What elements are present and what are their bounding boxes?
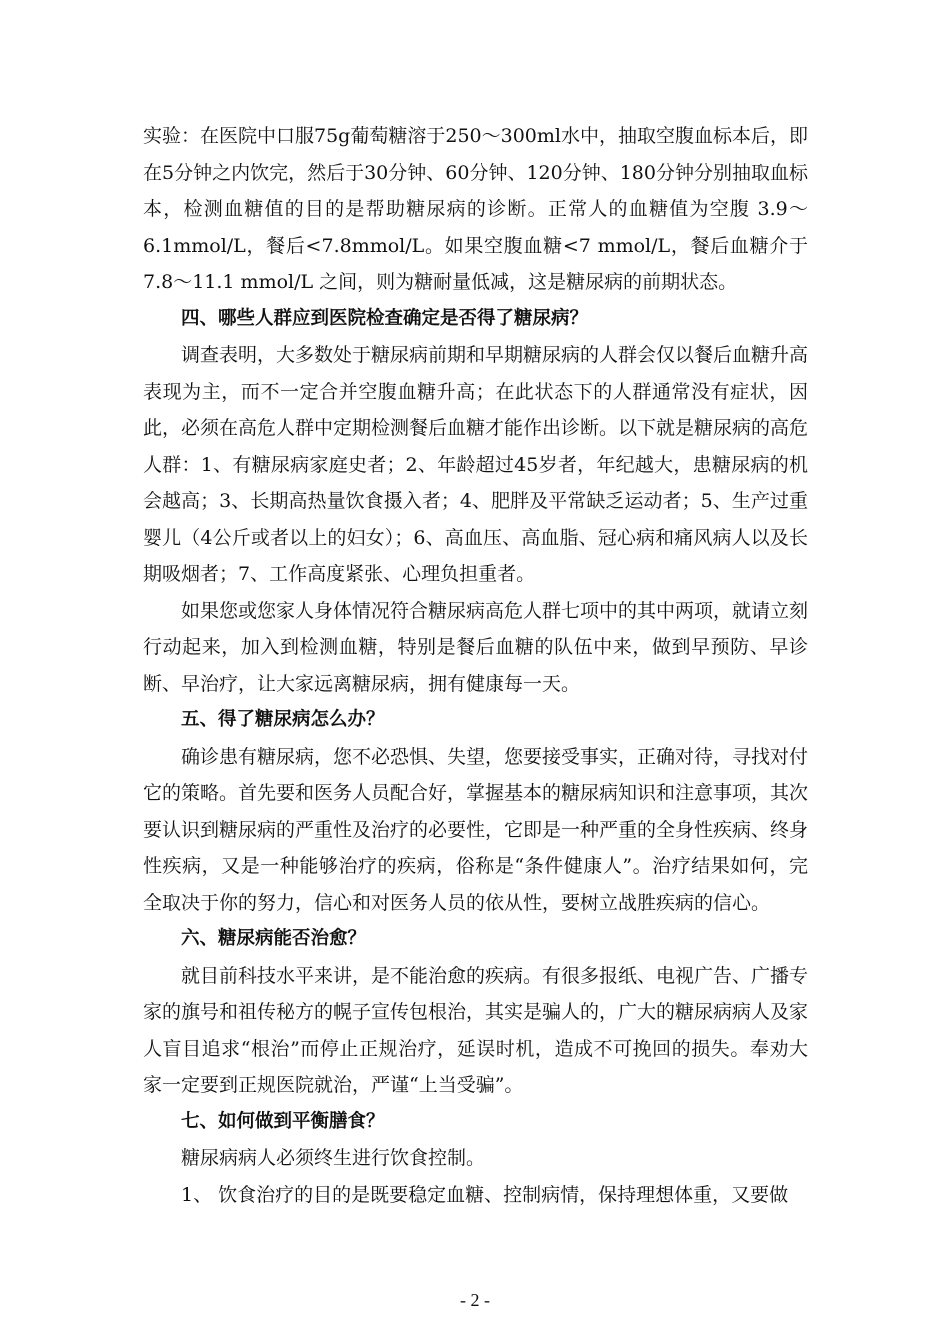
body-paragraph: 如果您或您家人身体情况符合糖尿病高危人群七项中的其中两项，就请立刻行动起来，加入到检测血糖，特别是餐后血糖的队伍中来，做到早预防、早诊断、早治疗，让大家远离糖尿病，拥有健康每一天。 [143, 599, 809, 695]
body-paragraph: 确诊患有糖尿病，您不必恐惧、失望，您要接受事实，正确对待，寻找对付它的策略。首先要和医务人员配合好，掌握基本的糖尿病知识和注意事项，其次要认识到糖尿病的严重性及治疗的必要性，它即是一种严重的全身性疾病、终身性疾病，又是一种能够治疗的疾病，俗称是“条件健康人”。治疗结果如何，完全取决于你的努力，信心和对医务人员的依从性，要树立战胜疾病的信心。 [143, 745, 809, 914]
section-heading: 四、哪些人群应到医院检查确定是否得了糖尿病？ [181, 307, 589, 329]
document-body [143, 118, 808, 1213]
body-paragraph: 糖尿病病人必须终生进行饮食控制。 [181, 1147, 486, 1169]
body-paragraph: 实验：在医院中口服75g葡萄糖溶于250～300ml水中，抽取空腹血标本后，即在5分钟之内饮完，然后于30分钟、60分钟、120分钟、180分钟分别抽取血标本，检测血糖值的目的是帮助糖尿病的诊断。正常人的血糖值为空腹 3.9～6.1mmol/L，餐后<7.8mmol/L。如果空腹血糖<7 mmol/L，餐后血糖介于 7.8～11.1 mmol/L 之间，则为糖耐量低减，这是糖尿病的前期状态。 [143, 125, 808, 293]
page-number: - 2 - [460, 1290, 490, 1310]
section-heading: 五、得了糖尿病怎么办？ [181, 709, 385, 730]
body-paragraph: 1、 饮食治疗的目的是既要稳定血糖、控制病情，保持理想体重，又要做 [181, 1183, 789, 1206]
body-paragraph: 调查表明，大多数处于糖尿病前期和早期糖尿病的人群会仅以餐后血糖升高表现为主，而不一定合并空腹血糖升高；在此状态下的人群通常没有症状，因此，必须在高危人群中定期检测餐后血糖才能作出诊断。以下就是糖尿病的高危人群：1、有糖尿病家庭史者；2、年龄超过45岁者，年纪越大，患糖尿病的机会越高；3、长期高热量饮食摄入者；4、肥胖及平常缺乏运动者；5、生产过重婴儿（4公斤或者以上的妇女）；6、高血压、高血脂、冠心病和痛风病人以及长期吸烟者；7、工作高度紧张、心理负担重者。 [143, 344, 809, 585]
body-paragraph: 就目前科技水平来讲，是不能治愈的疾病。有很多报纸、电视广告、广播专家的旗号和祖传秘方的幌子宣传包根治，其实是骗人的，广大的糖尿病病人及家人盲目追求“根治”而停止正规治疗，延误时机，造成不可挽回的损失。奉劝大家一定要到正规医院就治，严谨“上当受骗”。 [143, 964, 809, 1096]
section-heading: 六、糖尿病能否治愈？ [181, 928, 367, 949]
section-heading: 七、如何做到平衡膳食？ [181, 1110, 385, 1132]
